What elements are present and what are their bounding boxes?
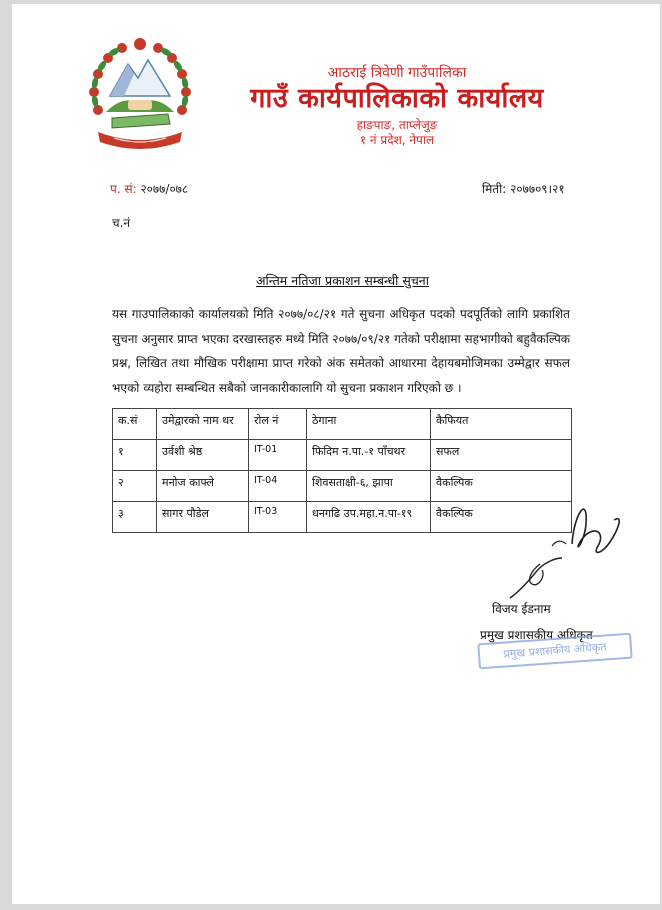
dispatch-number-label: च.नं: [112, 216, 131, 230]
table-header-row: [113, 409, 572, 440]
table-row: [113, 440, 572, 471]
signer-name: विजय ईडनाम: [492, 602, 551, 616]
official-stamp: प्रमुख प्रशासकीय अधिकृत: [477, 633, 632, 670]
municipality-name: आठराई त्रिवेणी गाउँपालिका: [327, 65, 467, 81]
table-cell: शिवसताक्षी-६, झापा: [307, 471, 431, 502]
table-header-cell: क.सं: [113, 409, 157, 440]
table-cell: वैकल्पिक: [431, 471, 572, 502]
table-cell: फिदिम न.पा.-१ पाँचथर: [307, 440, 431, 471]
table-cell: IT-04: [249, 471, 307, 502]
date-value: २०७७०९।२१: [510, 182, 565, 196]
notice-body: यस गाउपालिकाको कार्यालयको मिति २०७७/०८/२१ गते सुचना अधिकृत पदको पदपूर्तिको लागि प्रकाशित सुचना अनुसार प्राप्त भएका दरखास्तहरु मध्ये मिति २०७७/०९/२१ गतेको परीक्षामा सहभागीको बहुवैकल्पिक प्रश्न, लिखित तथा मौखिक परीक्षामा प्राप्त गरेको अंक समेतको आधारमा देहायबमोजिमका उम्मेद्वार सफल भएको व्यहोरा सम्बन्धित सबैको जानकारीकालागि यो सुचना प्रकाशन गरिएको छ ।: [112, 307, 570, 395]
signer-designation: प्रमुख प्रशासकीय अधिकृत: [480, 628, 593, 642]
office-address: हाङपाङ, ताप्लेजुङ: [356, 118, 438, 132]
notice-subject: अन्तिम नतिजा प्रकाशन सम्बन्धी सुचना: [256, 273, 429, 288]
table-cell: धनगढि उप.महा.न.पा-१९: [307, 502, 431, 533]
table-cell: IT-03: [249, 502, 307, 533]
table-cell: मनोज काफ्ले: [157, 471, 249, 502]
table-cell: सफल: [431, 440, 572, 471]
document-date: [482, 180, 565, 197]
office-province: १ नं प्रदेश, नेपाल: [359, 133, 435, 147]
table-header-cell: रोल नं: [249, 409, 307, 440]
letterhead: [202, 64, 592, 148]
table-cell: सागर पौडेल: [157, 502, 249, 533]
reference-value: २०७७/०७८: [140, 182, 189, 196]
table-header-cell: कैफियत: [431, 409, 572, 440]
reference-label: प. सं:: [110, 182, 137, 196]
table-cell: २: [113, 471, 157, 502]
table-cell: १: [113, 440, 157, 471]
reference-number: [110, 180, 188, 197]
table-header-cell: ठेगाना: [307, 409, 431, 440]
handwritten-signature: [502, 484, 632, 604]
document-page: [12, 4, 660, 904]
table-cell: उर्वशी श्रेष्ठ: [157, 440, 249, 471]
date-label: मिती:: [482, 182, 507, 196]
table-cell: वैकल्पिक: [431, 502, 572, 533]
table-cell: ३: [113, 502, 157, 533]
table-cell: IT-01: [249, 440, 307, 471]
table-header-cell: उमेद्वारको नाम थर: [157, 409, 249, 440]
office-title: गाउँ कार्यपालिकाको कार्यालय: [250, 83, 544, 114]
nepal-emblem-logo: [84, 34, 196, 152]
